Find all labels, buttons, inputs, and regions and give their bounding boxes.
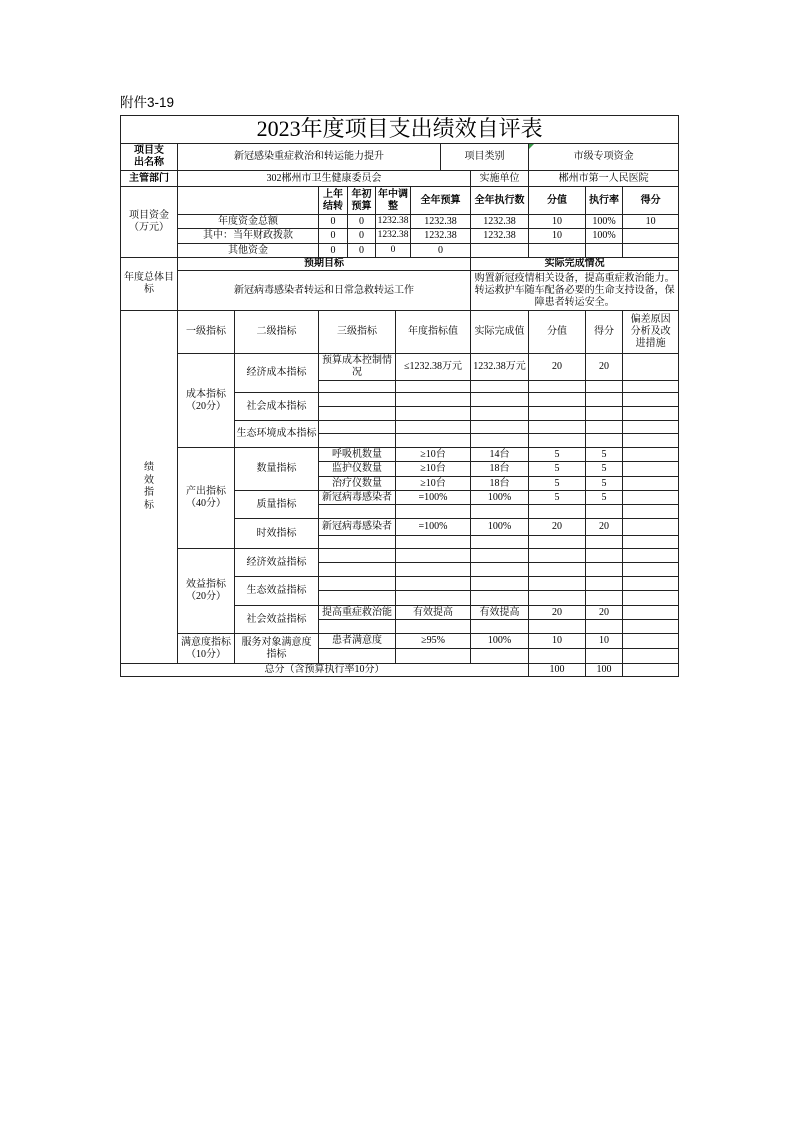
empty-cell	[396, 421, 471, 434]
level2-ecological-benefit: 生态效益指标	[235, 577, 319, 606]
indicator-level3: 预算成本控制情况	[319, 354, 396, 381]
empty-cell	[396, 536, 471, 549]
empty-cell	[471, 577, 529, 591]
project-type-label: 项目类别	[441, 144, 529, 171]
indicator-target: =100%	[396, 519, 471, 536]
empty-cell	[471, 591, 529, 606]
funds-value	[623, 244, 679, 258]
funds-value: 0	[348, 229, 376, 244]
empty-cell	[586, 591, 623, 606]
indicator-score-value: 5	[529, 491, 586, 505]
empty-cell	[586, 434, 623, 448]
indicator-target: ≥10台	[396, 477, 471, 491]
level1-satisfaction: 满意度指标（10分）	[178, 634, 235, 664]
indicator-level3: 患者满意度	[319, 634, 396, 649]
indicator-deviation	[623, 354, 679, 381]
empty-cell	[471, 505, 529, 519]
empty-cell	[623, 620, 679, 634]
funds-row	[121, 244, 679, 258]
empty-cell	[319, 620, 396, 634]
empty-cell	[396, 393, 471, 407]
col-level2: 二级指标	[235, 311, 319, 354]
goals-expected-label: 预期目标	[178, 258, 471, 271]
project-name-label-cell	[121, 144, 178, 171]
funds-value: 0	[319, 244, 348, 258]
funds-col-score: 得分	[623, 187, 679, 215]
empty-cell	[586, 620, 623, 634]
empty-cell	[529, 620, 586, 634]
funds-value: 10	[529, 215, 586, 229]
empty-cell	[471, 536, 529, 549]
goals-content-row	[121, 271, 679, 311]
empty-cell	[623, 563, 679, 577]
indicator-score-value: 20	[529, 606, 586, 620]
indicator-score-value: 5	[529, 448, 586, 462]
indicator-target: ≥10台	[396, 462, 471, 477]
empty-cell	[396, 649, 471, 664]
empty-cell	[529, 407, 586, 421]
total-score-value: 100	[529, 664, 586, 677]
indicator-deviation	[623, 491, 679, 505]
indicator-score: 5	[586, 477, 623, 491]
empty-cell	[623, 505, 679, 519]
level2-quality: 质量指标	[235, 491, 319, 519]
indicator-level3: 呼吸机数量	[319, 448, 396, 462]
table-title: 2023年度项目支出绩效自评表	[121, 116, 679, 144]
funds-label-cell	[121, 187, 178, 258]
indicator-level3: 监护仪数量	[319, 462, 396, 477]
empty-cell	[471, 563, 529, 577]
goals-actual: 购置新冠疫情相关设备，提高重症救治能力。转运救护车随车配备必要的生命支持设备，保障患者转运安全。	[471, 271, 679, 311]
funds-value: 10	[623, 215, 679, 229]
empty-cell	[623, 434, 679, 448]
level1-output: 产出指标（40分）	[178, 448, 235, 549]
funds-value: 1232.38	[411, 215, 471, 229]
level2-service-satisfaction: 服务对象满意度指标	[241, 636, 312, 660]
indicator-score-value: 20	[529, 519, 586, 536]
empty-cell	[586, 407, 623, 421]
funds-value	[529, 244, 586, 258]
col-level1: 一级指标	[178, 311, 235, 354]
empty-cell	[623, 381, 679, 393]
empty-cell	[529, 381, 586, 393]
col-annual-target: 年度指标值	[396, 311, 471, 354]
col-actual-value: 实际完成值	[471, 311, 529, 354]
empty-cell	[319, 393, 396, 407]
implementer: 郴州市第一人民医院	[529, 171, 679, 187]
empty-cell	[623, 393, 679, 407]
goals-label-cell	[121, 258, 178, 311]
indicator-score-value: 10	[529, 634, 586, 649]
department-row	[121, 171, 679, 187]
empty-cell	[319, 381, 396, 393]
indicator-score: 20	[586, 354, 623, 381]
indicator-deviation	[623, 462, 679, 477]
empty-cell	[529, 591, 586, 606]
indicator-target: ≥95%	[396, 634, 471, 649]
col-score-value: 分值	[529, 311, 586, 354]
empty-cell	[471, 434, 529, 448]
empty-cell	[623, 536, 679, 549]
indicator-level3: 新冠病毒感染者	[319, 519, 396, 536]
project-name-label: 项目支出名称	[134, 145, 164, 168]
empty-cell	[319, 549, 396, 563]
funds-value: 1232.38	[471, 215, 529, 229]
table-row	[121, 448, 679, 462]
col-level3: 三级指标	[319, 311, 396, 354]
funds-row	[121, 229, 679, 244]
total-label: 总分（含预算执行率10分）	[121, 664, 529, 677]
funds-label: 项目资金（万元）	[129, 210, 169, 233]
indicator-target: ≤1232.38万元	[396, 354, 471, 381]
table-row	[121, 634, 679, 649]
indicator-level3: 提高重症救治能	[319, 606, 396, 620]
funds-value: 0	[319, 215, 348, 229]
funds-value	[586, 244, 623, 258]
table-row	[121, 354, 679, 381]
funds-row-label: 其他资金	[178, 244, 319, 258]
empty-cell	[529, 649, 586, 664]
indicator-deviation	[623, 519, 679, 536]
funds-col-initial-budget: 年初预算	[348, 187, 376, 215]
indicator-actual: 100%	[471, 491, 529, 505]
total-score: 100	[586, 664, 623, 677]
funds-value: 0	[348, 244, 376, 258]
total-row	[121, 664, 679, 677]
indicator-score-value: 5	[529, 477, 586, 491]
empty-cell	[586, 393, 623, 407]
empty-cell	[586, 381, 623, 393]
level2-service-cell	[235, 634, 319, 664]
funds-col-mid-year-adjust: 年中调整	[376, 187, 411, 215]
empty-cell	[623, 549, 679, 563]
empty-cell	[396, 434, 471, 448]
level2-social-cost: 社会成本指标	[235, 393, 319, 421]
indicator-score: 20	[586, 519, 623, 536]
col-deviation-cell	[623, 311, 679, 354]
funds-value: 0	[411, 244, 471, 258]
level2-quantity: 数量指标	[235, 448, 319, 491]
empty-cell	[471, 549, 529, 563]
indicator-target: 有效提高	[396, 606, 471, 620]
indicator-score: 5	[586, 491, 623, 505]
funds-value: 100%	[586, 229, 623, 244]
empty-cell	[396, 591, 471, 606]
empty-cell	[319, 649, 396, 664]
indicators-label: 绩效指标	[144, 462, 154, 511]
empty-cell	[178, 187, 319, 215]
funds-value	[471, 244, 529, 258]
indicator-deviation	[623, 606, 679, 620]
indicator-score: 20	[586, 606, 623, 620]
project-name-row	[121, 144, 679, 171]
empty-cell	[396, 563, 471, 577]
indicator-score-value: 5	[529, 462, 586, 477]
empty-cell	[586, 536, 623, 549]
empty-cell	[623, 649, 679, 664]
funds-value: 1232.38	[376, 215, 411, 229]
funds-value: 0	[348, 215, 376, 229]
indicator-level3: 新冠病毒感染者	[319, 491, 396, 505]
empty-cell	[529, 421, 586, 434]
empty-cell	[529, 549, 586, 563]
department-label: 主管部门	[121, 171, 178, 187]
empty-cell	[623, 407, 679, 421]
project-type: 市级专项资金	[529, 144, 679, 171]
empty-cell	[586, 563, 623, 577]
goals-actual-label: 实际完成情况	[471, 258, 679, 271]
indicator-deviation	[623, 634, 679, 649]
project-name: 新冠感染重症救治和转运能力提升	[178, 144, 441, 171]
empty-cell	[319, 407, 396, 421]
empty-cell	[319, 421, 396, 434]
goals-expected: 新冠病毒感染者转运和日常急救转运工作	[178, 271, 471, 311]
indicator-actual: 100%	[471, 634, 529, 649]
funds-value: 10	[529, 229, 586, 244]
empty-cell	[396, 620, 471, 634]
empty-cell	[471, 421, 529, 434]
empty-cell	[529, 577, 586, 591]
funds-col-annual-budget: 全年预算	[411, 187, 471, 215]
level2-ecological-cost: 生态环境成本指标	[235, 421, 319, 448]
goals-label: 年度总体目标	[124, 272, 174, 295]
empty-cell	[471, 407, 529, 421]
indicator-score: 5	[586, 448, 623, 462]
indicator-actual: 18台	[471, 462, 529, 477]
empty-cell	[396, 505, 471, 519]
indicator-target: =100%	[396, 491, 471, 505]
empty-cell	[529, 434, 586, 448]
empty-cell	[586, 549, 623, 563]
level1-benefit: 效益指标（20分）	[178, 549, 235, 634]
funds-value: 1232.38	[376, 229, 411, 244]
empty-cell	[319, 505, 396, 519]
col-deviation: 偏差原因分析及改进措施	[630, 314, 671, 349]
empty-cell	[471, 649, 529, 664]
indicator-score: 5	[586, 462, 623, 477]
funds-value: 0	[376, 244, 411, 258]
funds-value	[623, 229, 679, 244]
funds-row-label: 年度资金总额	[178, 215, 319, 229]
funds-col-score-value: 分值	[529, 187, 586, 215]
empty-cell	[529, 563, 586, 577]
empty-cell	[471, 620, 529, 634]
title-row	[121, 116, 679, 144]
implementer-label: 实施单位	[471, 171, 529, 187]
empty-cell	[319, 577, 396, 591]
empty-cell	[586, 421, 623, 434]
funds-col-execution-rate: 执行率	[586, 187, 623, 215]
empty-cell	[623, 664, 679, 677]
empty-cell	[471, 381, 529, 393]
indicator-actual: 100%	[471, 519, 529, 536]
empty-cell	[623, 421, 679, 434]
funds-value: 1232.38	[471, 229, 529, 244]
department: 302郴州市卫生健康委员会	[178, 171, 471, 187]
empty-cell	[319, 536, 396, 549]
level2-timeliness: 时效指标	[235, 519, 319, 549]
funds-value: 0	[319, 229, 348, 244]
indicator-actual: 有效提高	[471, 606, 529, 620]
table-row	[121, 549, 679, 563]
empty-cell	[586, 649, 623, 664]
level1-cost: 成本指标（20分）	[178, 354, 235, 448]
indicator-deviation	[623, 477, 679, 491]
indicator-actual: 1232.38万元	[471, 354, 529, 381]
empty-cell	[529, 536, 586, 549]
empty-cell	[396, 549, 471, 563]
indicator-deviation	[623, 448, 679, 462]
empty-cell	[529, 393, 586, 407]
funds-header-row	[121, 187, 679, 215]
empty-cell	[396, 577, 471, 591]
self-evaluation-table	[120, 115, 679, 677]
funds-col-executed: 全年执行数	[471, 187, 529, 215]
empty-cell	[471, 393, 529, 407]
attachment-label: 附件3-19	[120, 95, 175, 110]
funds-value: 100%	[586, 215, 623, 229]
funds-row-label: 其中：当年财政拨款	[178, 229, 319, 244]
indicator-actual: 18台	[471, 477, 529, 491]
level2-economic-cost: 经济成本指标	[235, 354, 319, 393]
level2-social-benefit: 社会效益指标	[235, 606, 319, 634]
empty-cell	[586, 505, 623, 519]
empty-cell	[396, 381, 471, 393]
empty-cell	[623, 577, 679, 591]
empty-cell	[319, 563, 396, 577]
indicator-target: ≥10台	[396, 448, 471, 462]
funds-value: 1232.38	[411, 229, 471, 244]
funds-col-prev-year: 上年结转	[319, 187, 348, 215]
empty-cell	[623, 591, 679, 606]
indicator-level3: 治疗仪数量	[319, 477, 396, 491]
empty-cell	[396, 407, 471, 421]
empty-cell	[586, 577, 623, 591]
indicators-header-row	[121, 311, 679, 354]
goals-header-row	[121, 258, 679, 271]
indicator-score: 10	[586, 634, 623, 649]
indicator-actual: 14台	[471, 448, 529, 462]
empty-cell	[319, 591, 396, 606]
indicators-label-cell	[121, 311, 178, 664]
funds-row	[121, 215, 679, 229]
empty-cell	[529, 505, 586, 519]
empty-cell	[319, 434, 396, 448]
level2-economic-benefit: 经济效益指标	[235, 549, 319, 577]
indicator-score-value: 20	[529, 354, 586, 381]
col-score: 得分	[586, 311, 623, 354]
